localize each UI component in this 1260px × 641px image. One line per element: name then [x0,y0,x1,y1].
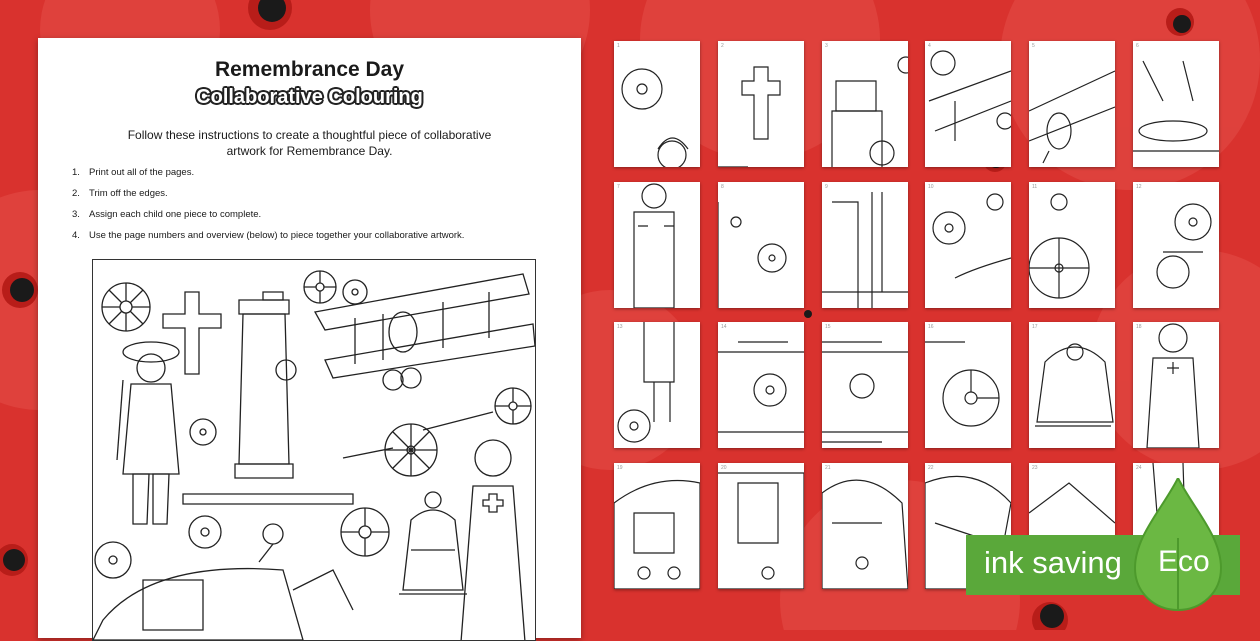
worksheet-subtitle: Collaborative Colouring [196,86,423,108]
instruction-step: 4. Use the page numbers and overview (below) to piece together your collaborative artwork. [72,230,465,241]
printable-page [718,322,804,448]
cross-icon [163,292,221,374]
printable-page [718,41,804,167]
printable-page [925,322,1011,448]
page-number: 22 [928,465,934,471]
printable-page [718,463,804,589]
cenotaph-icon [183,292,353,504]
soldier-icon [117,342,179,524]
printable-page [718,182,804,308]
printable-page [1133,41,1219,167]
page-number: 9 [825,184,828,190]
instruction-step: 1. Print out all of the pages. [72,167,195,178]
printable-page [614,182,700,308]
printable-page [614,463,700,589]
page-number: 17 [1032,324,1038,330]
printable-page [822,322,908,448]
worksheet-intro: Follow these instructions to create a thoughtful piece of collaborative artwork for Remembrance Day. [127,128,492,158]
page-number: 12 [1136,184,1142,190]
page-number: 23 [1032,465,1038,471]
instruction-list [72,162,464,246]
eco-label: Eco [1158,545,1210,578]
page-number: 14 [721,324,727,330]
page-number: 3 [825,43,828,49]
page-number: 18 [1136,324,1142,330]
printable-page [1029,182,1115,308]
overview-illustration [92,259,536,641]
page-number: 13 [617,324,623,330]
page-number: 24 [1136,465,1142,471]
printable-page [1029,41,1115,167]
bell-icon [399,492,467,594]
printable-page [614,41,700,167]
printable-page [925,182,1011,308]
poppy-icon [102,283,150,331]
instruction-step: 2. Trim off the edges. [72,188,168,199]
printable-page [1133,182,1219,308]
ink-saving-label: ink saving [984,545,1122,580]
field-gun-icon [343,412,493,476]
printable-page [614,322,700,448]
page-number: 5 [1032,43,1035,49]
page-number: 4 [928,43,931,49]
worksheet-title: Remembrance Day [214,58,405,81]
printable-page [925,41,1011,167]
page-number: 10 [928,184,934,190]
page-number: 20 [721,465,727,471]
page-number: 19 [617,465,623,471]
page-number: 1 [617,43,620,49]
page-number: 21 [825,465,831,471]
page-number: 16 [928,324,934,330]
nurse-icon [461,440,525,640]
worksheet-page [38,38,581,638]
page-number: 2 [721,43,724,49]
printable-page [1133,322,1219,448]
page-number: 15 [825,324,831,330]
page-number: 11 [1032,184,1038,190]
printable-page [822,41,908,167]
page-number: 8 [721,184,724,190]
printable-page [1029,322,1115,448]
biplane-icon [315,274,535,390]
tank-icon [93,569,353,640]
instruction-step: 3. Assign each child one piece to complete. [72,209,262,220]
printable-page [822,182,908,308]
page-number: 6 [1136,43,1139,49]
page-number: 7 [617,184,620,190]
printable-page [822,463,908,589]
